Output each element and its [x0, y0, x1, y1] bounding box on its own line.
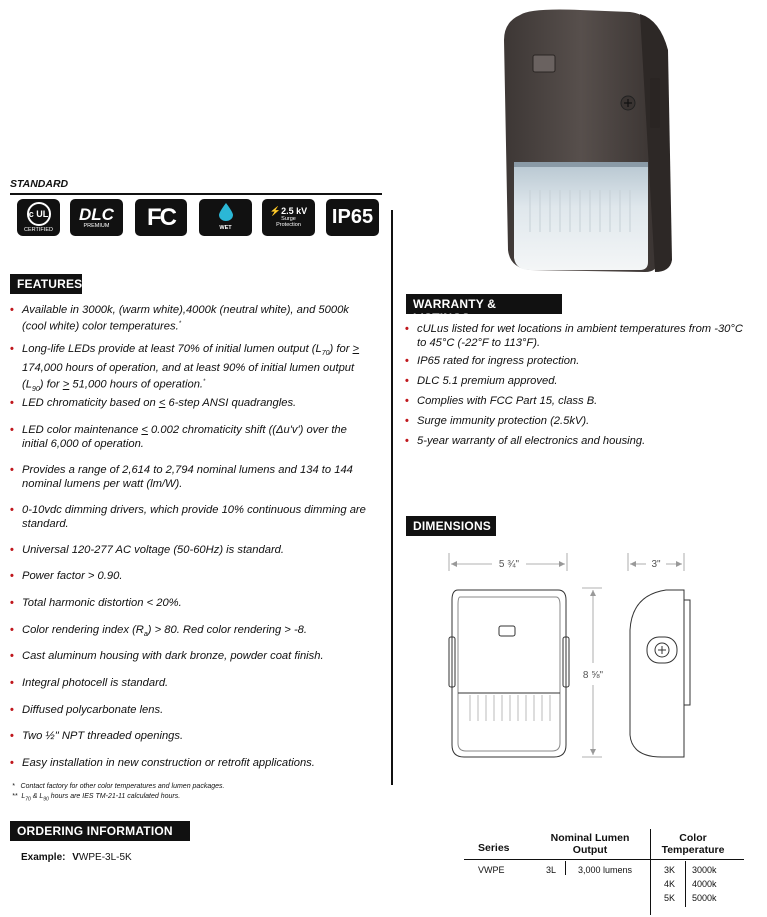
- wet-location-icon: WET: [199, 199, 252, 236]
- ordering-header: ORDERING INFORMATION: [10, 821, 190, 841]
- footnote: ** $L_{70}$ & $L_{90}$ hours are IES TM-21-11 calculated hours.: [12, 793, 181, 803]
- color-value: 3000k: [692, 865, 717, 875]
- surge-protection-icon: ⚡2.5 kV Surge Protection: [262, 199, 315, 236]
- feature-item: • Diffused polycarbonate lens.: [10, 704, 164, 716]
- color-value: 5000k: [692, 893, 717, 903]
- warranty-item: • cULus listed for wet locations in ambient temperatures from -30°C to 45°C (-22°F to 113°F).: [405, 323, 743, 349]
- warranty-item: • IP65 rated for ingress protection.: [405, 355, 580, 367]
- feature-item: • Power factor > 0.90.: [10, 570, 123, 582]
- series-col-header: Series: [478, 842, 510, 854]
- cell-rule: [565, 861, 566, 875]
- width-dimension-label: 5 ¾": [498, 559, 520, 570]
- side-view: [630, 590, 690, 757]
- dimensions-header: DIMENSIONS: [406, 516, 496, 536]
- feature-item: • Long-life LEDs provide at least 70% of initial lumen output $(L_{70})$ for > 174,000 hours of operation, and at least 90% of initial lumen output $(L_{90})$ for > 51,000 hours of operation.*: [10, 343, 360, 394]
- lumen-col-header: Nominal Lumen Output: [550, 832, 630, 856]
- front-view: [449, 590, 569, 757]
- feature-item: • Color rendering index $(R_a) > 80$. Red color rendering > -8.: [10, 624, 307, 639]
- feature-item: • Two ½" NPT threaded openings.: [10, 730, 184, 742]
- product-photo: [490, 0, 695, 275]
- feature-item: • Easy installation in new construction or retrofit applications.: [10, 757, 315, 769]
- lumen-value: 3,000 lumens: [578, 865, 633, 875]
- ordering-example: Example: VWPE-3L-5K: [21, 852, 132, 863]
- warranty-item: • DLC 5.1 premium approved.: [405, 375, 558, 387]
- features-header: FEATURES: [10, 274, 82, 294]
- color-col-header: Color Temperature: [661, 832, 725, 856]
- feature-item: • Total harmonic distortion < 20%.: [10, 597, 182, 609]
- color-value: 4000k: [692, 879, 717, 889]
- dlc-premium-icon: DLC PREMIUM: [70, 199, 123, 236]
- cell-rule: [685, 861, 686, 907]
- feature-item: • Available in 3000k, (warm white),4000k (neutral white), and 5000k (cool white) color temperatures.*: [10, 304, 349, 333]
- feature-item: • LED chromaticity based on < 6-step ANSI quadrangles.: [10, 397, 297, 409]
- feature-item: • Cast aluminum housing with dark bronze, powder coat finish.: [10, 650, 324, 662]
- feature-item: • Universal 120-277 AC voltage (50-60Hz) is standard.: [10, 544, 284, 556]
- feature-item: • Integral photocell is standard.: [10, 677, 169, 689]
- color-code: 3K: [664, 865, 676, 875]
- height-dimension-label: 8 ⅝": [582, 670, 604, 681]
- color-code: 4K: [664, 879, 676, 889]
- standard-label: STANDARD: [10, 178, 69, 190]
- standard-rule: [10, 193, 382, 195]
- series-value: VWPE: [478, 865, 505, 875]
- ordering-table: [464, 827, 744, 915]
- header-rule: [464, 859, 744, 860]
- ip65-icon: IP65: [326, 199, 379, 236]
- color-code: 5K: [664, 893, 676, 903]
- column-rule: [650, 829, 651, 915]
- dimension-drawing: [440, 545, 720, 770]
- fcc-icon: FC: [135, 199, 187, 236]
- feature-item: • 0-10vdc dimming drivers, which provide 10% continuous dimming are standard.: [10, 504, 366, 530]
- warranty-header: WARRANTY & LISTINGS: [406, 294, 562, 314]
- warranty-item: • 5-year warranty of all electronics and housing.: [405, 435, 646, 447]
- feature-item: • Provides a range of 2,614 to 2,794 nominal lumens and 134 to 144 nominal lumens per watt (lm/W).: [10, 464, 353, 490]
- column-divider: [391, 210, 393, 785]
- footnote: * Contact factory for other color temperatures and lumen packages.: [12, 783, 225, 790]
- depth-dimension-label: 3": [651, 559, 661, 570]
- feature-item: • LED color maintenance < 0.002 chromaticity shift ((Δu'v') over the initial 6,000 of operation.: [10, 424, 347, 450]
- warranty-item: • Surge immunity protection (2.5kV).: [405, 415, 590, 427]
- warranty-item: • Complies with FCC Part 15, class B.: [405, 395, 598, 407]
- cul-listed-icon: c UL CERTIFIED: [17, 199, 60, 236]
- lumen-code: 3L: [546, 865, 557, 875]
